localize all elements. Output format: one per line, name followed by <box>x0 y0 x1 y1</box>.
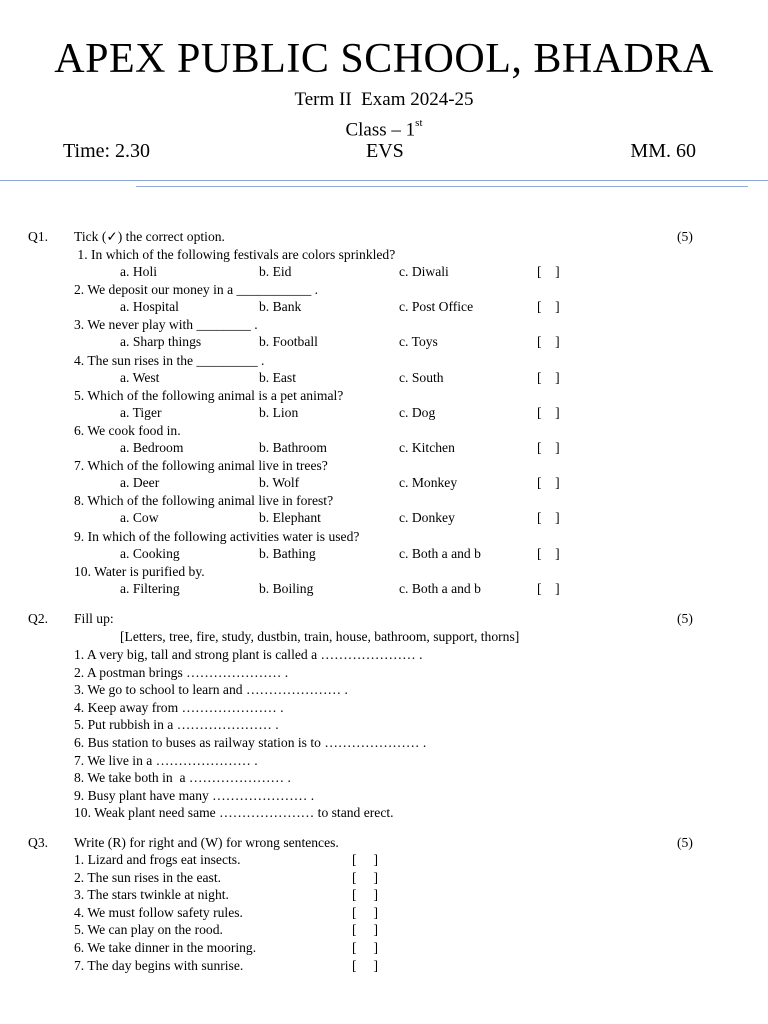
q2-marks: (5) <box>677 611 693 626</box>
q1-option-a: a. Holi <box>120 264 157 279</box>
q1-option-c: c. Post Office <box>399 299 474 315</box>
exam-time: Time: 2.30 <box>63 140 151 162</box>
q2-fill-item: 7. We live in a ………………… . <box>74 752 258 768</box>
q1-question-text: 6. We cook food in. <box>74 423 181 438</box>
q1-option-a: a. Tiger <box>120 404 162 420</box>
q1-marks: (5) <box>677 229 693 244</box>
q3-sentence: 6. We take dinner in the mooring. <box>74 940 257 955</box>
q1-option-c: c. Diwali <box>399 264 449 279</box>
q1-answer-box: [ ] <box>537 264 560 279</box>
q1-question-text: 9. In which of the following activities water is used? <box>74 528 360 544</box>
q1-option-c: c. Both a and b <box>399 545 481 561</box>
q1-option-c: c. Kitchen <box>399 440 455 455</box>
q3-number: Q3. <box>28 835 49 850</box>
q3-answer-box: [ ] <box>352 957 379 973</box>
q1-option-b: b. Bathing <box>259 545 316 561</box>
q1-option-c: c. Both a and b <box>399 580 481 596</box>
q1-option-c: c. Donkey <box>399 510 455 526</box>
q1-answer-box: [ ] <box>537 369 560 385</box>
q1-option-b: b. Eid <box>259 264 292 279</box>
q1-answer-box: [ ] <box>537 475 560 491</box>
q1-number: Q1. <box>28 229 49 244</box>
q2-fill-item: 4. Keep away from ………………… . <box>74 699 284 715</box>
school-name: APEX PUBLIC SCHOOL, BHADRA <box>54 36 714 82</box>
q1-question-text: 8. Which of the following animal live in forest? <box>74 493 334 509</box>
q1-question-text: 5. Which of the following animal is a pet animal? <box>74 387 344 403</box>
q1-answer-box: [ ] <box>537 580 560 596</box>
q1-option-c: c. Dog <box>399 404 436 420</box>
q1-question-text: 1. In which of the following festivals are colors sprinkled? <box>74 247 396 262</box>
q1-option-b: b. Football <box>259 334 318 350</box>
q3-title: Write (R) for right and (W) for wrong sentences. <box>74 835 339 850</box>
exam-subject: EVS <box>366 140 404 162</box>
q1-question-text: 7. Which of the following animal live in trees? <box>74 458 328 474</box>
q1-title: Tick (✓) the correct option. <box>74 229 225 244</box>
q3-answer-box: [ ] <box>352 869 379 885</box>
q1-option-c: c. Monkey <box>399 475 458 491</box>
q2-fill-item: 9. Busy plant have many ………………… . <box>74 787 315 803</box>
q3-answer-box: [ ] <box>352 887 379 903</box>
q2-fill-item: 3. We go to school to learn and ………………… . <box>74 682 348 698</box>
q3-marks: (5) <box>677 835 693 850</box>
q1-option-a: a. Cooking <box>120 545 180 561</box>
q1-answer-box: [ ] <box>537 545 560 561</box>
q1-option-b: b. Bank <box>259 299 302 315</box>
q1-answer-box: [ ] <box>537 334 560 350</box>
q1-answer-box: [ ] <box>537 299 560 315</box>
q1-option-c: c. Toys <box>399 334 438 350</box>
q2-fill-item: 5. Put rubbish in a ………………… . <box>74 717 279 733</box>
q2-number: Q2. <box>28 611 49 626</box>
q3-sentence: 2. The sun rises in the east. <box>74 869 221 885</box>
q1-option-a: a. Sharp things <box>120 334 202 350</box>
class-suffix: st <box>415 117 423 129</box>
q1-option-a: a. Bedroom <box>120 440 184 455</box>
q3-answer-box: [ ] <box>352 922 379 938</box>
q3-sentence: 3. The stars twinkle at night. <box>74 887 229 903</box>
q2-word-bank: [Letters, tree, fire, study, dustbin, train, house, bathroom, support, thorns] <box>120 629 520 644</box>
q1-option-b: b. Boiling <box>259 580 314 596</box>
class-label <box>0 114 768 141</box>
q1-option-a: a. Deer <box>120 475 160 491</box>
q3-sentence: 1. Lizard and frogs eat insects. <box>74 852 241 867</box>
q1-option-a: a. Filtering <box>120 580 180 596</box>
class-prefix: Class – 1 <box>345 119 416 141</box>
q1-answer-box: [ ] <box>537 510 560 526</box>
q2-fill-item: 8. We take both in a ………………… . <box>74 770 291 786</box>
q3-answer-box: [ ] <box>352 852 379 867</box>
q1-option-b: b. Lion <box>259 404 299 420</box>
q2-fill-item: 1. A very big, tall and strong plant is called a ………………… . <box>74 647 423 662</box>
q3-answer-box: [ ] <box>352 904 379 920</box>
exam-term: Term II Exam 2024-25 <box>294 89 474 110</box>
q1-option-b: b. Wolf <box>259 475 300 491</box>
q1-option-a: a. Cow <box>120 510 159 526</box>
q1-option-a: a. West <box>120 369 160 385</box>
q1-question-text: 3. We never play with ________ . <box>74 317 258 333</box>
q3-sentence: 7. The day begins with sunrise. <box>74 957 244 973</box>
q1-option-c: c. South <box>399 369 444 385</box>
q3-answer-box: [ ] <box>352 940 379 955</box>
q2-fill-item: 2. A postman brings ………………… . <box>74 664 289 680</box>
q1-option-b: b. East <box>259 369 296 385</box>
q1-question-text: 10. Water is purified by. <box>74 563 205 579</box>
max-marks: MM. 60 <box>630 140 696 162</box>
q3-sentence: 5. We can play on the rood. <box>74 922 223 938</box>
q2-title: Fill up: <box>74 611 114 626</box>
header-divider-secondary <box>136 186 748 187</box>
q1-question-text: 4. The sun rises in the _________ . <box>74 352 265 368</box>
q1-option-a: a. Hospital <box>120 299 179 315</box>
q2-fill-item: 10. Weak plant need same ………………… to stand erect. <box>74 805 394 821</box>
header-divider <box>0 180 768 181</box>
q1-answer-box: [ ] <box>537 404 560 420</box>
q1-answer-box: [ ] <box>537 440 560 455</box>
q1-option-b: b. Bathroom <box>259 440 327 455</box>
q1-option-b: b. Elephant <box>259 510 321 526</box>
q2-fill-item: 6. Bus station to buses as railway station is to ………………… . <box>74 735 427 750</box>
q1-question-text: 2. We deposit our money in a ___________ . <box>74 282 319 298</box>
q3-sentence: 4. We must follow safety rules. <box>74 904 243 920</box>
